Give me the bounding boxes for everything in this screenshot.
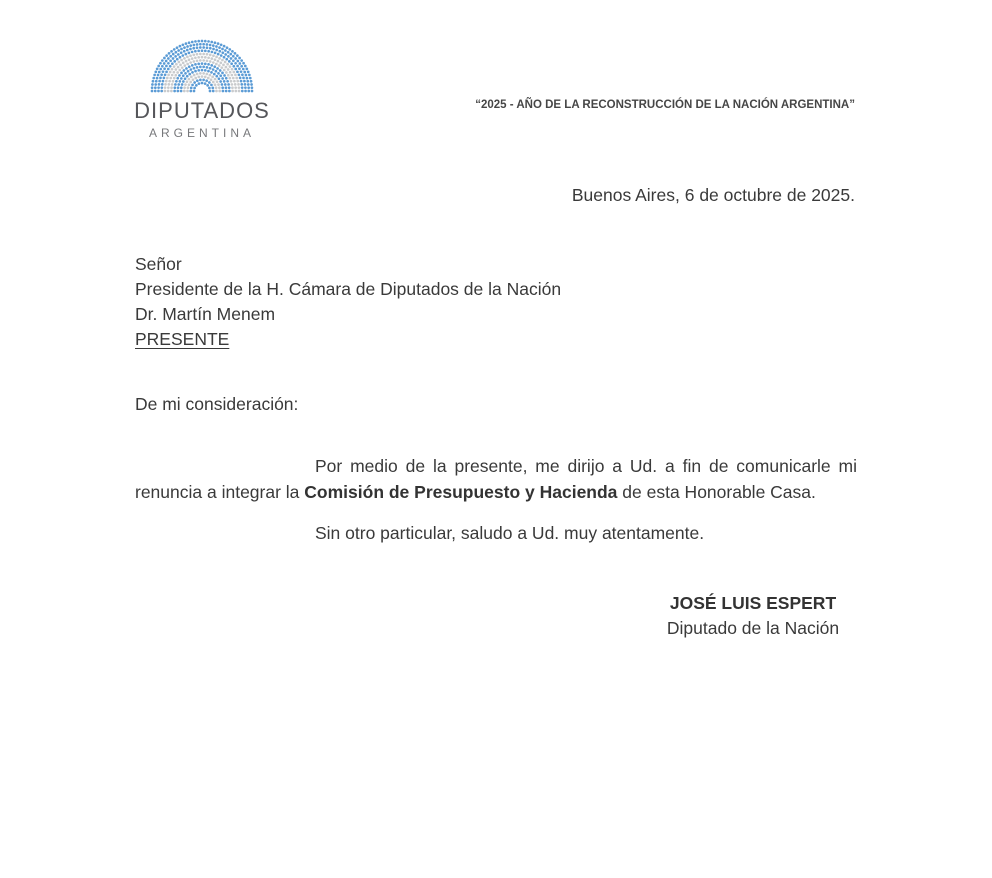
hemicycle-icon: [150, 34, 254, 94]
body-paragraph-1: [135, 453, 857, 505]
body-paragraph-2: Sin otro particular, saludo a Ud. muy atentamente.: [315, 522, 705, 543]
body-p1-text-after: de esta Honorable Casa.: [617, 481, 816, 502]
recipient-line-senor: Señor: [135, 254, 182, 274]
diputados-logo: [130, 34, 274, 140]
logo-title: DIPUTADOS: [134, 98, 270, 123]
date-line: Buenos Aires, 6 de octubre de 2025.: [571, 185, 855, 205]
body-p1-text-before: Por medio de la presente, me dirijo a Ud. a fin de comunicarle mi renuncia a integrar la: [135, 455, 857, 502]
recipient-line-presente: PRESENTE: [135, 329, 230, 349]
recipient-block: [135, 252, 561, 352]
signature-block: [658, 591, 848, 641]
recipient-line-name: Dr. Martín Menem: [135, 304, 276, 324]
body-p1-bold-commission: Comisión de Presupuesto y Hacienda: [304, 481, 618, 502]
year-motto: “2025 - AÑO DE LA RECONSTRUCCIÓN DE LA NACIÓN ARGENTINA”: [475, 99, 855, 111]
signature-title: Diputado de la Nación: [666, 618, 840, 638]
signature-name: JOSÉ LUIS ESPERT: [669, 593, 837, 613]
logo-subtitle: ARGENTINA: [148, 126, 255, 140]
recipient-line-president: Presidente de la H. Cámara de Diputados de la Nación: [135, 279, 562, 299]
salutation: De mi consideración:: [135, 394, 299, 414]
